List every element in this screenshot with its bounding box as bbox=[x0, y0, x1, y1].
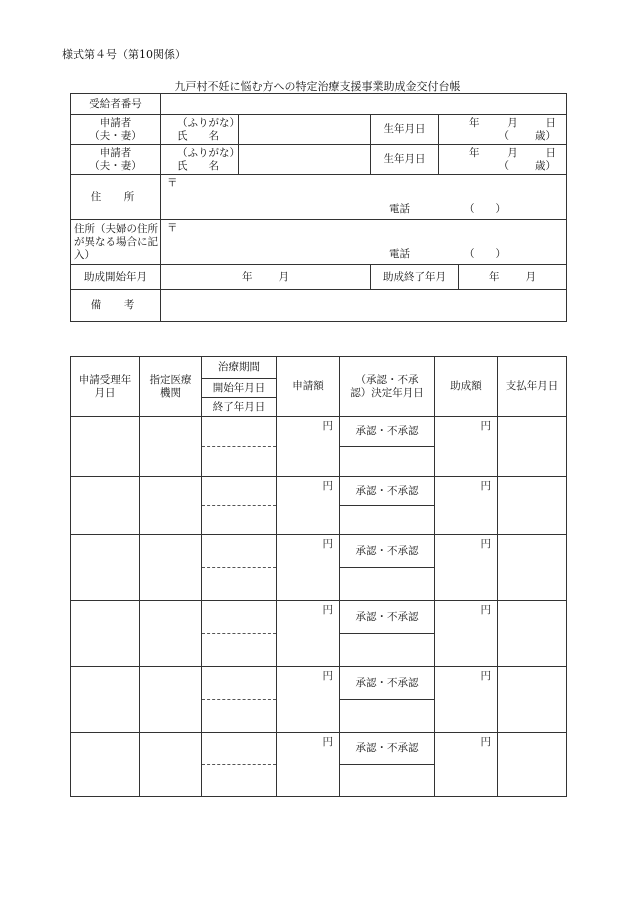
applicant1-dob-field[interactable]: 年 月 日 （ 歳） bbox=[439, 115, 567, 145]
cell-receipt-date[interactable] bbox=[71, 601, 140, 667]
cell-institution[interactable] bbox=[140, 601, 202, 667]
header-period: 治療期間 bbox=[202, 357, 277, 379]
address2-field[interactable] bbox=[161, 220, 567, 265]
cell-start-date[interactable] bbox=[202, 417, 277, 447]
postal-mark: 〒 bbox=[167, 222, 178, 234]
cell-decision-date[interactable] bbox=[340, 447, 435, 477]
header-end-date: 終了年月日 bbox=[202, 398, 277, 417]
cell-decision-date[interactable] bbox=[340, 765, 435, 797]
cell-grant-amount[interactable]: 円 bbox=[435, 733, 498, 797]
cell-approval[interactable]: 承認・不承認 bbox=[340, 601, 435, 634]
cell-start-date[interactable] bbox=[202, 667, 277, 700]
applicant2-label: 申請者 （夫・妻） bbox=[71, 145, 161, 175]
cell-start-date[interactable] bbox=[202, 477, 277, 506]
grant-end-label: 助成終了年月 bbox=[371, 265, 459, 289]
header-amount-requested: 申請額 bbox=[277, 357, 340, 417]
cell-amount-requested[interactable]: 円 bbox=[277, 477, 340, 535]
cell-payment-date[interactable] bbox=[498, 667, 567, 733]
recipient-info-table bbox=[70, 93, 567, 322]
cell-payment-date[interactable] bbox=[498, 733, 567, 797]
cell-payment-date[interactable] bbox=[498, 417, 567, 477]
address-field[interactable] bbox=[161, 175, 567, 220]
cell-grant-amount[interactable]: 円 bbox=[435, 417, 498, 477]
page-title: 九戸村不妊に悩む方への特定治療支援事業助成金交付台帳 bbox=[174, 80, 461, 93]
cell-payment-date[interactable] bbox=[498, 601, 567, 667]
cell-receipt-date[interactable] bbox=[71, 535, 140, 601]
cell-grant-amount[interactable]: 円 bbox=[435, 477, 498, 535]
table-row bbox=[71, 601, 567, 634]
header-payment-date: 支払年月日 bbox=[498, 357, 567, 417]
applicant1-name-label: （ふりがな） 氏 名 bbox=[161, 115, 239, 145]
cell-amount-requested[interactable]: 円 bbox=[277, 667, 340, 733]
cell-institution[interactable] bbox=[140, 417, 202, 477]
phone-label: 電話 bbox=[389, 203, 410, 215]
cell-institution[interactable] bbox=[140, 733, 202, 797]
cell-amount-requested[interactable]: 円 bbox=[277, 417, 340, 477]
cell-end-date[interactable] bbox=[202, 700, 277, 733]
recipient-number-label: 受給者番号 bbox=[71, 94, 161, 115]
postal-mark: 〒 bbox=[167, 177, 178, 189]
phone-paren: （ ） bbox=[464, 203, 506, 215]
cell-approval[interactable]: 承認・不承認 bbox=[340, 733, 435, 765]
cell-institution[interactable] bbox=[140, 667, 202, 733]
applicant2-dob-label: 生年月日 bbox=[371, 145, 439, 175]
header-institution: 指定医療機関 bbox=[140, 357, 202, 417]
applicant1-name-field[interactable] bbox=[239, 115, 371, 145]
remarks-field[interactable] bbox=[161, 290, 567, 322]
cell-grant-amount[interactable]: 円 bbox=[435, 667, 498, 733]
address-label: 住 所 bbox=[71, 175, 161, 220]
cell-decision-date[interactable] bbox=[340, 506, 435, 535]
cell-approval[interactable]: 承認・不承認 bbox=[340, 477, 435, 506]
cell-receipt-date[interactable] bbox=[71, 733, 140, 797]
grant-end-group bbox=[371, 265, 567, 290]
cell-decision-date[interactable] bbox=[340, 634, 435, 667]
cell-start-date[interactable] bbox=[202, 733, 277, 765]
cell-approval[interactable]: 承認・不承認 bbox=[340, 535, 435, 568]
header-decision: （承認・不承認）決定年月日 bbox=[340, 357, 435, 417]
cell-approval[interactable]: 承認・不承認 bbox=[340, 417, 435, 447]
cell-receipt-date[interactable] bbox=[71, 667, 140, 733]
cell-start-date[interactable] bbox=[202, 535, 277, 568]
table-row bbox=[71, 733, 567, 765]
cell-decision-date[interactable] bbox=[340, 700, 435, 733]
header-receipt-date: 申請受理年月日 bbox=[71, 357, 140, 417]
grant-end-field[interactable]: 年 月 bbox=[489, 270, 536, 283]
cell-amount-requested[interactable]: 円 bbox=[277, 733, 340, 797]
phone-paren: （ ） bbox=[464, 248, 506, 260]
cell-end-date[interactable] bbox=[202, 634, 277, 667]
grant-history-table bbox=[70, 356, 567, 797]
cell-receipt-date[interactable] bbox=[71, 477, 140, 535]
cell-payment-date[interactable] bbox=[498, 477, 567, 535]
cell-end-date[interactable] bbox=[202, 506, 277, 535]
address2-label: 住所（夫婦の住所が異なる場合に記入） bbox=[71, 220, 161, 265]
cell-approval[interactable]: 承認・不承認 bbox=[340, 667, 435, 700]
table-row bbox=[71, 477, 567, 506]
phone-label: 電話 bbox=[389, 248, 410, 260]
applicant1-label: 申請者 （夫・妻） bbox=[71, 115, 161, 145]
applicant2-name-label: （ふりがな） 氏 名 bbox=[161, 145, 239, 175]
cell-end-date[interactable] bbox=[202, 568, 277, 601]
recipient-number-field[interactable] bbox=[161, 94, 567, 115]
table-row bbox=[71, 667, 567, 700]
header-start-date: 開始年月日 bbox=[202, 379, 277, 398]
cell-institution[interactable] bbox=[140, 535, 202, 601]
cell-start-date[interactable] bbox=[202, 601, 277, 634]
applicant2-name-field[interactable] bbox=[239, 145, 371, 175]
cell-amount-requested[interactable]: 円 bbox=[277, 601, 340, 667]
cell-decision-date[interactable] bbox=[340, 568, 435, 601]
cell-grant-amount[interactable]: 円 bbox=[435, 535, 498, 601]
grant-start-label: 助成開始年月 bbox=[71, 265, 161, 290]
cell-receipt-date[interactable] bbox=[71, 417, 140, 477]
form-number: 様式第４号（第10関係） bbox=[62, 48, 186, 61]
remarks-label: 備 考 bbox=[71, 290, 161, 322]
table-row bbox=[71, 535, 567, 568]
table-row bbox=[71, 417, 567, 447]
applicant2-dob-field[interactable]: 年 月 日 （ 歳） bbox=[439, 145, 567, 175]
cell-institution[interactable] bbox=[140, 477, 202, 535]
cell-grant-amount[interactable]: 円 bbox=[435, 601, 498, 667]
header-grant-amount: 助成額 bbox=[435, 357, 498, 417]
grant-start-field[interactable]: 年 月 bbox=[161, 265, 371, 290]
cell-payment-date[interactable] bbox=[498, 535, 567, 601]
cell-end-date[interactable] bbox=[202, 765, 277, 797]
applicant1-dob-label: 生年月日 bbox=[371, 115, 439, 145]
cell-end-date[interactable] bbox=[202, 447, 277, 477]
cell-amount-requested[interactable]: 円 bbox=[277, 535, 340, 601]
